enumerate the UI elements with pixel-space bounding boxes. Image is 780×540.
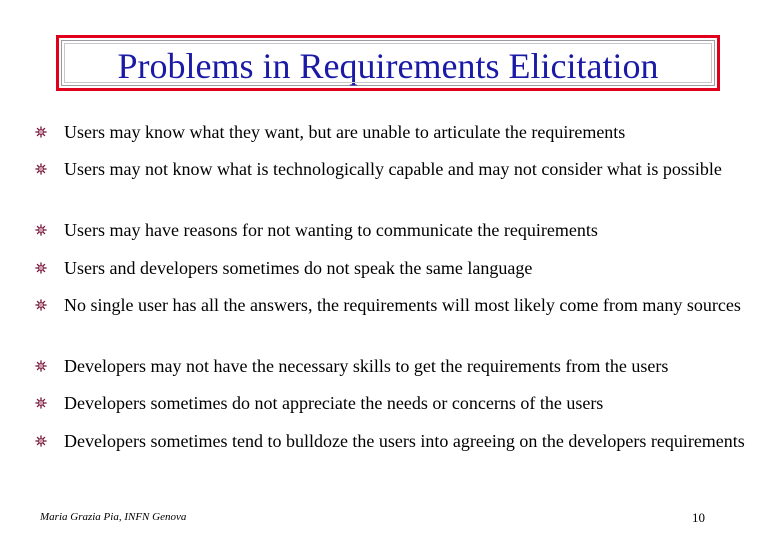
- bullet-text: Users may not know what is technologically capable and may not consider what is possible: [64, 159, 722, 179]
- sunburst-bullet-icon: [35, 224, 47, 236]
- bullet-item: [34, 120, 746, 144]
- bullet-item: [34, 429, 746, 453]
- sunburst-bullet-icon: [35, 397, 47, 409]
- sunburst-bullet-icon: [35, 360, 47, 372]
- bullet-text: Developers may not have the necessary skills to get the requirements from the users: [64, 356, 669, 376]
- bullet-item: [34, 354, 746, 378]
- footer-author: Maria Grazia Pia, INFN Genova: [40, 511, 187, 523]
- bullet-item: [34, 157, 746, 181]
- sunburst-bullet-icon: [35, 126, 47, 138]
- bullet-item: [34, 293, 746, 317]
- bullet-text: Users may know what they want, but are unable to articulate the requirements: [64, 122, 626, 142]
- sunburst-bullet-icon: [35, 262, 47, 274]
- sunburst-bullet-icon: [35, 163, 47, 175]
- title-box: [56, 35, 720, 91]
- bullet-text: No single user has all the answers, the requirements will most likely come from many sources: [64, 295, 741, 315]
- bullet-item: [34, 391, 746, 415]
- bullet-item: [34, 218, 746, 242]
- bullet-text: Developers sometimes tend to bulldoze the users into agreeing on the developers requirements: [64, 431, 745, 451]
- bullet-text: Users and developers sometimes do not speak the same language: [64, 258, 533, 278]
- bullet-item: [34, 256, 746, 280]
- page-number: 10: [692, 510, 705, 525]
- bullet-text: Users may have reasons for not wanting to communicate the requirements: [64, 220, 598, 240]
- sunburst-bullet-icon: [35, 299, 47, 311]
- slide-title: Problems in Requirements Elicitation: [117, 46, 659, 86]
- sunburst-bullet-icon: [35, 435, 47, 447]
- bullet-text: Developers sometimes do not appreciate the needs or concerns of the users: [64, 393, 604, 413]
